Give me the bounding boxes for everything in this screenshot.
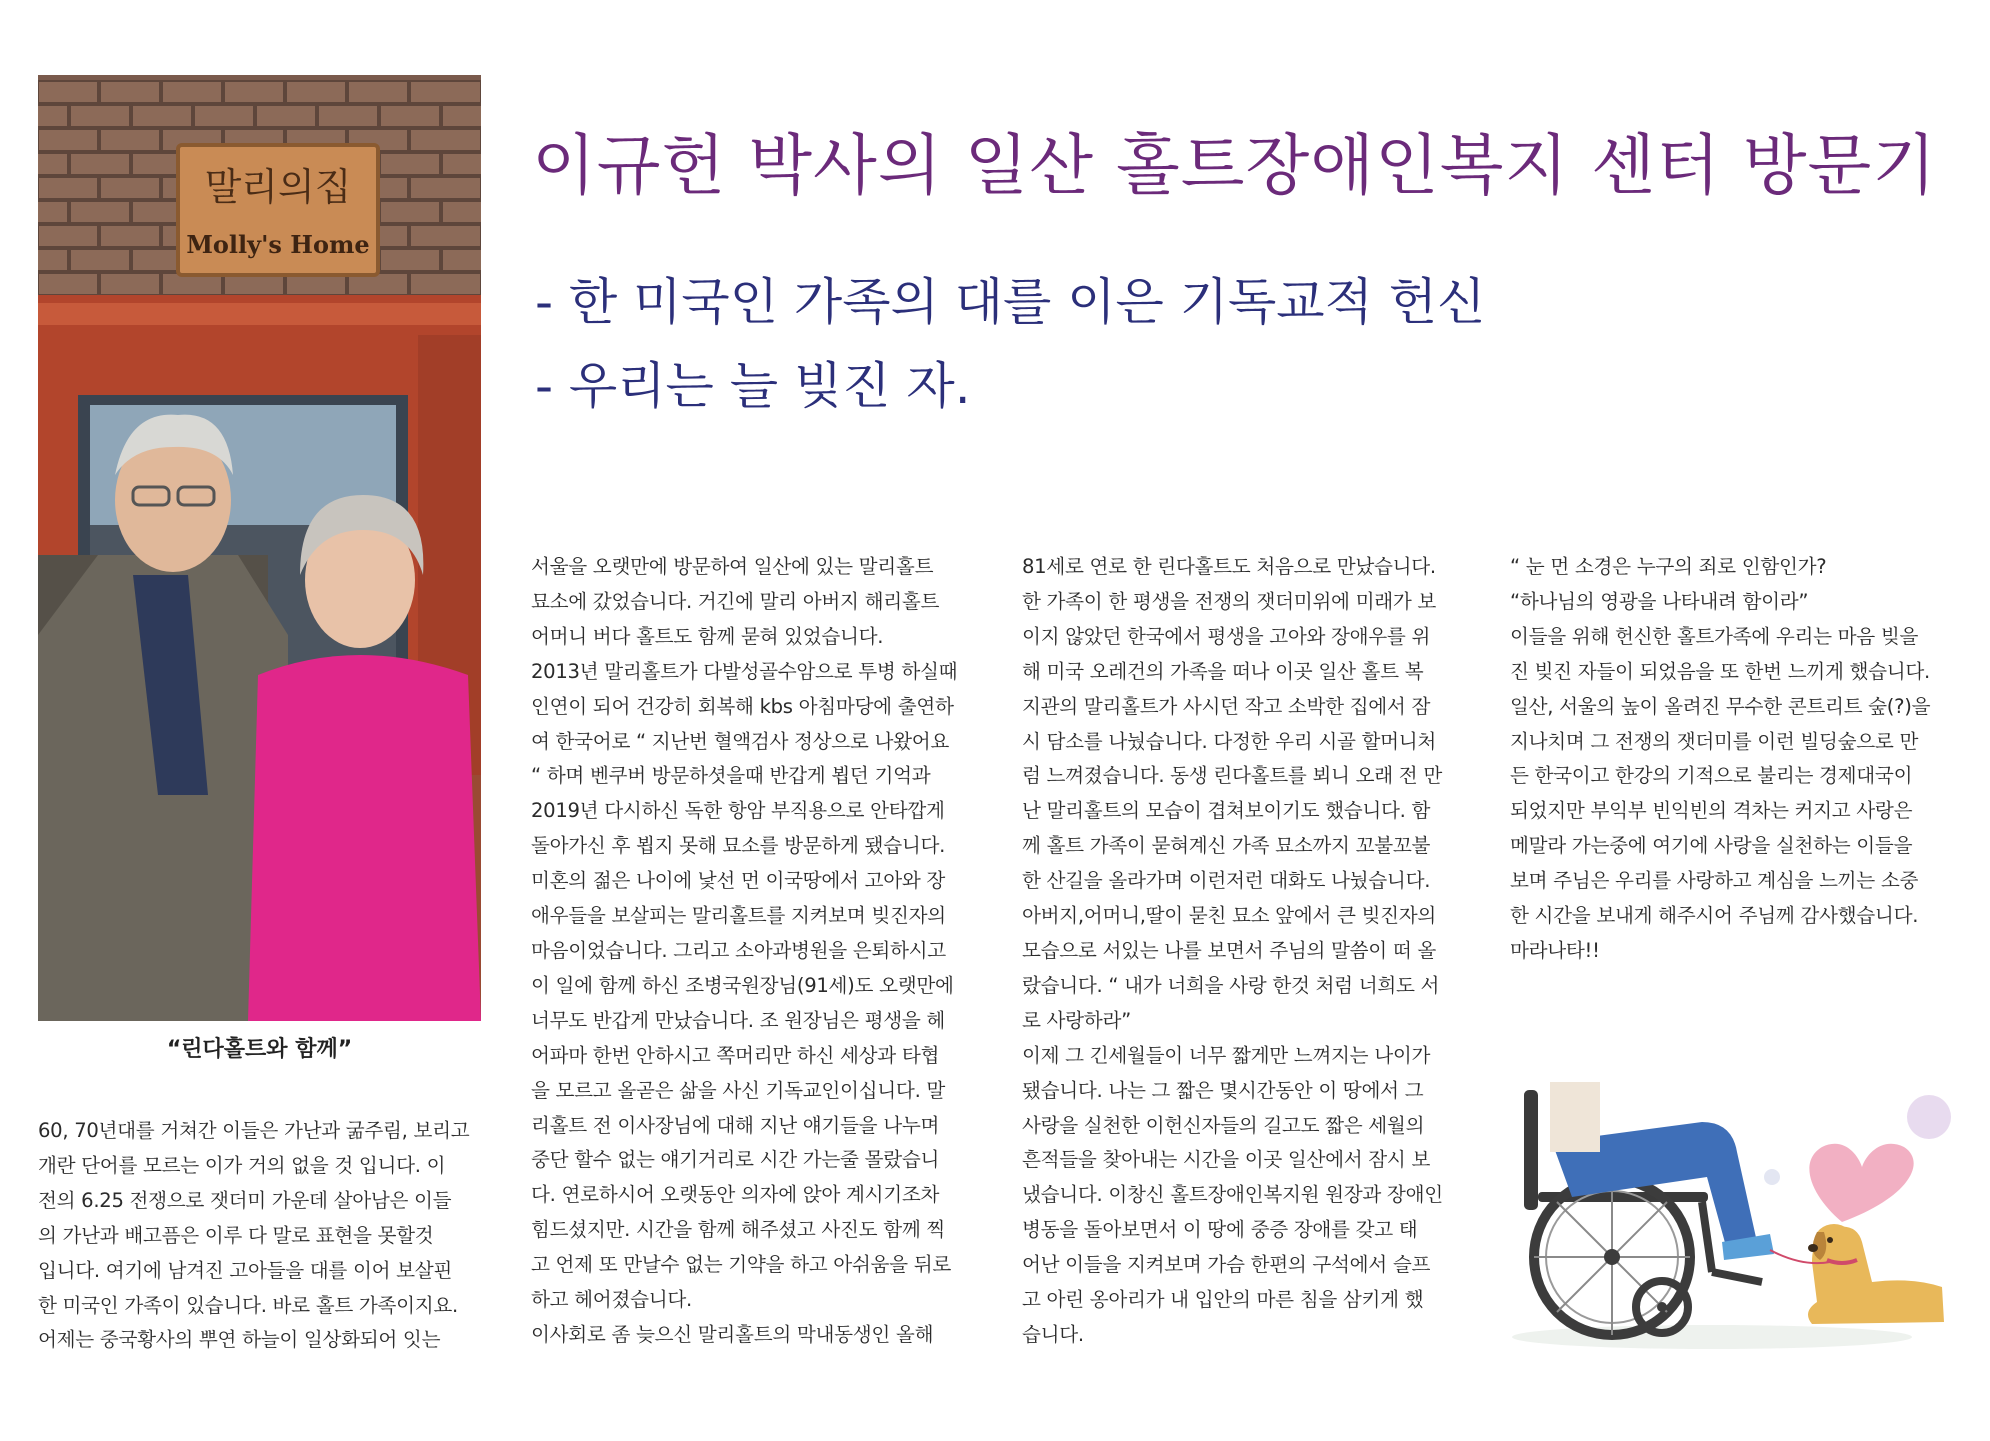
text-line: 애우들을 보살피는 말리홀트를 지켜보며 빚진자의: [531, 904, 946, 928]
text-line: 너무도 반갑게 만났습니다. 조 원장님은 평생을 헤: [531, 1008, 946, 1032]
text-line: 해 미국 오레건의 가족을 떠나 이곳 일산 홀트 복: [1022, 659, 1424, 683]
text-line: “하나님의 영광을 나타내려 함이라”: [1510, 589, 1809, 613]
text-line: 한 미국인 가족이 있습니다. 바로 홀트 가족이지요.: [38, 1293, 458, 1317]
text-line: 한 시간을 보내게 해주시어 주님께 감사했습니다.: [1510, 904, 1919, 928]
photo-caption: “린다홀트와 함께”: [166, 1037, 353, 1062]
illustration-wheelchair-dog: [1512, 1082, 1952, 1352]
body-column-2: [531, 550, 974, 1353]
text-line: 리홀트 전 이사장님에 대해 지난 얘기들을 나누며: [531, 1113, 940, 1137]
text-line: 아버지,어머니,딸이 묻친 묘소 앞에서 큰 빚진자의: [1022, 904, 1437, 928]
text-line: 묘소에 갔었습니다. 거긴에 말리 아버지 해리홀트: [531, 589, 940, 613]
text-line: 서울을 오랫만에 방문하여 일산에 있는 말리홀트: [531, 555, 934, 578]
text-line: 메말라 가는중에 여기에 사랑을 실천하는 이들을: [1510, 834, 1913, 858]
text-line: 시 담소를 나눴습니다. 다정한 우리 시골 할머니처: [1022, 729, 1437, 753]
body-column-1: [38, 1114, 481, 1358]
text-line: 되었지만 부익부 빈익빈의 격차는 커지고 사랑은: [1510, 799, 1913, 823]
body-column-4: [1510, 550, 1955, 969]
text-line: 랐습니다. “ 내가 너희을 사랑 한것 처럼 너희도 서: [1022, 973, 1440, 997]
text-line: 전의 6.25 전쟁으로 잿더미 가운데 살아남은 이들: [38, 1188, 452, 1212]
text-line: 흔적들을 찾아내는 시간을 이곳 일산에서 잠시 보: [1022, 1148, 1431, 1172]
text-line: 마라나타!!: [1510, 938, 1600, 962]
text-line: 한 산길을 올라가며 이런저런 대화도 나눴습니다.: [1022, 869, 1431, 893]
text-line: 하고 헤어졌습니다.: [531, 1288, 692, 1312]
article-title: 이규헌 박사의 일산 홀트장애인복지 센터 방문기: [532, 127, 1938, 204]
text-line: 병동을 돌아보면서 이 땅에 중증 장애를 갖고 태: [1022, 1218, 1418, 1242]
subtitle-line-2: - 우리는 늘 빚진 자.: [535, 357, 971, 415]
text-line: 됐습니다. 나는 그 짧은 몇시간동안 이 땅에서 그: [1022, 1078, 1424, 1102]
text-line: 개란 단어를 모르는 이가 거의 없을 것 입니다. 이: [38, 1153, 446, 1177]
text-line: 60, 70년대를 거쳐간 이들은 가난과 굶주림, 보리고: [38, 1119, 470, 1142]
text-line: 고 아린 옹아리가 내 입안의 마른 침을 삼키게 했: [1022, 1288, 1424, 1312]
text-line: 이지 않았던 한국에서 평생을 고아와 장애우를 위: [1022, 624, 1431, 648]
text-line: “ 눈 먼 소경은 누구의 죄로 인함인가?: [1510, 555, 1827, 578]
text-line: 여 한국어로 “ 지난번 혈액검사 정상으로 나왔어요: [531, 729, 949, 753]
text-line: 사랑을 실천한 이헌신자들의 길고도 짧은 세월의: [1022, 1113, 1425, 1137]
text-line: 지관의 말리홀트가 사시던 작고 소박한 집에서 잠: [1022, 694, 1431, 718]
text-line: 진 빚진 자들이 되었음을 또 한번 느끼게 했습니다.: [1510, 659, 1930, 683]
text-line: 이 일에 함께 하신 조병국원장님(91세)도 오랫만에: [531, 973, 954, 997]
text-line: 모습으로 서있는 나를 보면서 주님의 말씀이 떠 올: [1022, 938, 1437, 962]
text-line: 보며 주님은 우리를 사랑하고 계심을 느끼는 소중: [1510, 869, 1919, 893]
body-column-3: [1022, 550, 1470, 1353]
text-line: 인연이 되어 건강히 회복해 kbs 아침마당에 출연하: [531, 694, 954, 718]
text-line: 중단 할수 없는 얘기거리로 시간 가는줄 몰랐습니: [531, 1148, 940, 1172]
text-line: 럼 느껴졌습니다. 동생 린다홀트를 뵈니 오래 전 만: [1022, 764, 1442, 788]
photo-molly-home: [38, 75, 481, 1021]
text-line: 어제는 중국황사의 뿌연 하늘이 일상화되어 잇는: [38, 1328, 441, 1352]
text-line: 냈습니다. 이창신 홀트장애인복지원 원장과 장애인: [1022, 1183, 1443, 1207]
text-line: 어머니 버다 홀트도 함께 묻혀 있었습니다.: [531, 624, 884, 648]
text-line: 을 모르고 올곧은 삶을 사신 기독교인이십니다. 말: [531, 1078, 946, 1102]
text-line: 입니다. 여기에 남겨진 고아들을 대를 이어 보살핀: [38, 1258, 453, 1282]
text-line: 께 홀트 가족이 묻혀계신 가족 묘소까지 꼬불꼬불: [1022, 834, 1431, 858]
subtitle-line-1: - 한 미국인 가족의 대를 이은 기독교적 헌신: [535, 273, 1486, 331]
text-line: 한 가족이 한 평생을 전쟁의 잿더미위에 미래가 보: [1022, 589, 1437, 613]
text-line: 돌아가신 후 뵙지 못해 묘소를 방문하게 됐습니다.: [531, 834, 946, 858]
text-line: 이사회로 좀 늦으신 말리홀트의 막내동생인 올해: [531, 1322, 934, 1346]
text-line: 습니다.: [1022, 1322, 1084, 1346]
text-line: 마음이었습니다. 그리고 소아과병원을 은퇴하시고: [531, 938, 946, 962]
text-line: “ 하며 벤쿠버 방문하셧을때 반갑게 뵙던 기억과: [531, 764, 931, 788]
text-line: 일산, 서울의 높이 올려진 무수한 콘트리트 숲(?)을: [1510, 694, 1931, 718]
text-line: 다. 연로하시어 오랫동안 의자에 앉아 계시기조차: [531, 1183, 940, 1207]
text-line: 81세로 연로 한 린다홀트도 처음으로 만났습니다.: [1022, 555, 1436, 578]
text-line: 난 말리홀트의 모습이 겹쳐보이기도 했습니다. 함: [1022, 799, 1431, 823]
text-line: 힘드셨지만. 시간을 함께 해주셨고 사진도 함께 찍: [531, 1218, 946, 1242]
text-line: 고 언제 또 만날수 없는 기약을 하고 아쉬움을 뒤로: [531, 1253, 951, 1277]
sign-english-text: Molly's Home: [186, 230, 370, 259]
text-line: 미혼의 젊은 나이에 낯선 먼 이국땅에서 고아와 장: [531, 869, 946, 893]
text-line: 든 한국이고 한강의 기적으로 불리는 경제대국이: [1510, 764, 1913, 788]
text-line: 의 가난과 배고픔은 이루 다 말로 표현을 못할것: [38, 1223, 434, 1247]
text-line: 어난 이들을 지켜보며 가슴 한편의 구석에서 슬프: [1022, 1253, 1431, 1277]
text-line: 2019년 다시하신 독한 항암 부직용으로 안타깝게: [531, 799, 945, 823]
text-line: 2013년 말리홀트가 다발성골수암으로 투병 하실때: [531, 659, 958, 683]
sign-korean-text: 말리의집: [204, 165, 352, 209]
text-line: 이제 그 긴세월들이 너무 짧게만 느껴지는 나이가: [1022, 1043, 1431, 1067]
text-line: 지나치며 그 전쟁의 잿더미를 이런 빌딩숲으로 만: [1510, 729, 1919, 753]
text-line: 어파마 한번 안하시고 쪽머리만 하신 세상과 타협: [531, 1043, 940, 1067]
text-line: 이들을 위해 헌신한 홀트가족에 우리는 마음 빚을: [1510, 624, 1919, 648]
text-line: 로 사랑하라”: [1022, 1008, 1131, 1032]
